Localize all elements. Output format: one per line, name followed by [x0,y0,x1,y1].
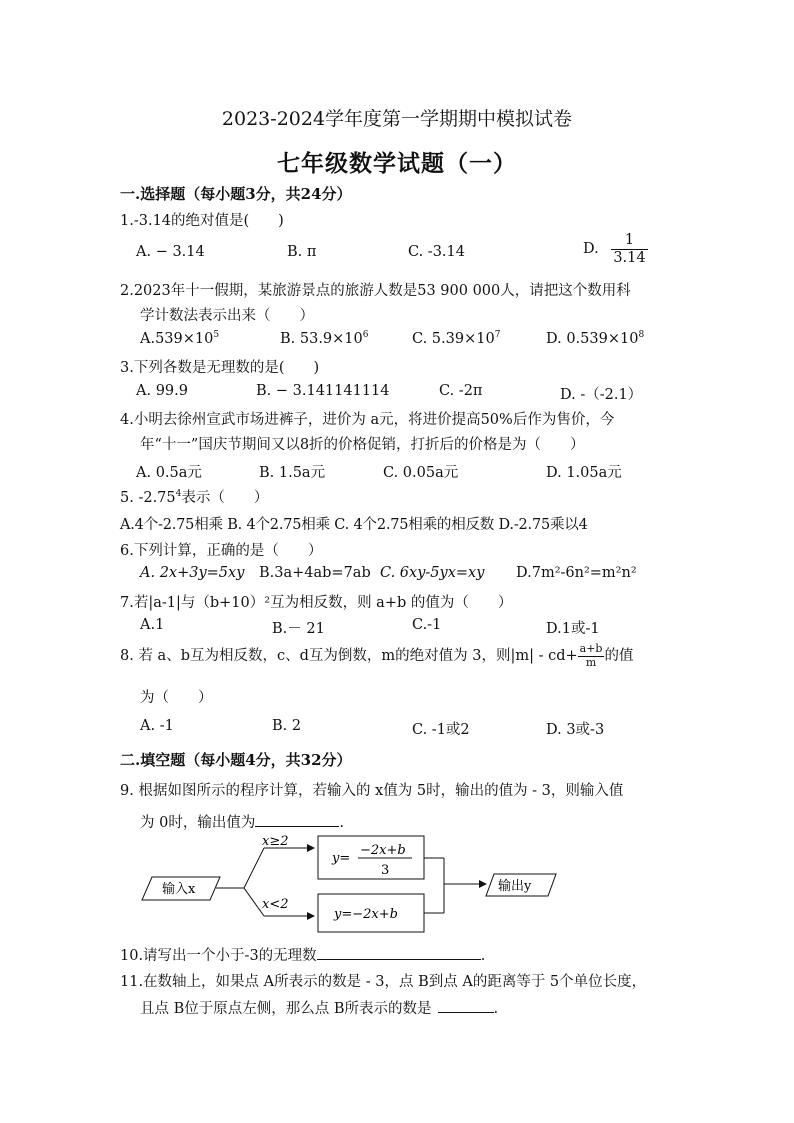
q7-option-d: D.1或-1 [546,621,600,637]
q1-option-c: C. -3.14 [408,244,465,260]
q4-option-b: B. 1.5a元 [259,465,326,481]
box-top-numerator: −2x+b [360,843,406,858]
exam-subtitle: 七年级数学试题（一） [277,150,517,177]
box-top-denominator: 3 [381,863,390,878]
condition-bottom: x<2 [262,897,289,912]
q10-stem: 10.请写出一个小于-3的无理数 . [120,944,485,965]
q8-option-d: D. 3或-3 [546,722,605,738]
q2-stem-line2: 学计数法表示出来（ ） [140,308,314,324]
q8-fraction: $\frac{a+b}{m}$ [579,642,603,669]
q5-options: A.4个-2.75相乘 B. 4个2.75相乘 C. 4个2.75相乘的相反数 D.-2.75乘以4 [120,517,588,533]
q9-line1: 9. 根据如图所示的程序计算，若输入的 x值为 5时，输出的值为 - 3，则输入值 [120,783,624,799]
q4-option-a: A. 0.5a元 [136,465,202,481]
q7-stem: 7.若|a-1|与（b+10）²互为相反数，则 a+b 的值为（ ） [120,595,513,611]
q2-option-b: B. $53.9\times 10^6$ [280,330,369,347]
q8-option-c: C. -1或2 [412,722,470,738]
q9-line2: 为 0时，输出值为 . [140,811,344,832]
branch-bottom-line [244,888,264,916]
section-2-heading: 二.填空题（每小题4分，共32分） [120,751,352,769]
q3-option-c: C. -2π [439,383,483,399]
section-1-heading: 一.选择题（每小题3分，共24分） [120,185,352,203]
q9-answer-blank[interactable] [255,812,339,827]
q6-option-b: B.3a+4ab=7ab [259,565,371,581]
output-label: 输出y [498,879,532,894]
q1-option-b: B. π [287,244,317,260]
input-label: 输入x [162,882,196,897]
q7-option-a: A.1 [140,617,165,633]
q8-stem-line2: 为（ ） [140,690,213,706]
q1-option-d-label: D. [583,241,599,258]
q7-option-c: C.-1 [412,617,442,633]
q4-stem-line1: 4.小明去徐州宣武市场进裤子，进价为 a元，将进价提高50%后作为售价，今 [120,412,615,428]
q8-stem-line1: 8. 若 a、b互为相反数，c、d互为倒数，m的绝对值为 3，则|m| - cd+ $\frac{a+b}{m}$ 的值 [120,642,634,669]
branch-top-line [244,848,264,888]
q1-option-d [583,232,648,266]
q4-option-c: C. 0.05a元 [383,465,459,481]
q3-option-b: B. − 3.141141114 [256,383,390,399]
q10-answer-blank[interactable] [317,945,481,960]
q6-option-d: D.7m²-6n²=m²n² [516,565,637,581]
q2-option-c: C. $5.39\times 10^7$ [412,330,501,347]
q1-option-a: A. − 3.14 [136,244,205,260]
box-bottom-formula: y=−2x+b [334,907,398,922]
q6-option-a: A. 2x+3y=5xy [140,565,245,581]
exam-title: 2023-2024学年度第一学期期中模拟试卷 [221,108,573,130]
q7-option-b: B.－ 21 [272,621,325,637]
q2-option-d: D. $0.539\times 10^8$ [546,330,645,347]
q1-option-d-fraction [611,232,647,266]
q8-option-b: B. 2 [272,718,302,734]
q5-stem: 5. -2.75$^4$表示（ ） [120,489,269,506]
q4-stem-line2: 年“十一”国庆节期间又以8折的价格促销，打折后的价格是为（ ） [140,437,585,453]
q6-option-c: C. 6xy-5yx=xy [380,565,485,581]
q3-option-a: A. 99.9 [136,383,188,399]
box-top-lhs: y= [332,851,351,866]
q1-d-denominator: 3.14 [613,249,646,266]
q6-stem: 6.下列计算，正确的是（ ） [120,543,323,559]
q4-option-d: D. 1.05a元 [546,465,622,481]
q3-option-d: D. -（-2.1） [560,387,643,403]
q11-line1: 11.在数轴上，如果点 A所表示的数是 - 3，点 B到点 A的距离等于 5个单位长度， [120,974,647,990]
q1-d-numerator: 1 [611,232,647,250]
q8-option-a: A. -1 [140,718,174,734]
q3-stem: 3.下列各数是无理数的是( ) [120,360,320,376]
q11-line2: 且点 B位于原点左侧，那么点 B所表示的数是 . [140,997,498,1018]
q1-stem: 1.-3.14的绝对值是( ) [120,213,284,229]
q9-flowchart [138,834,563,939]
q2-option-a: $A.539\times 10^5$ [140,330,220,347]
q2-stem-line1: 2.2023年十一假期，某旅游景点的旅游人数是53 900 000人，请把这个数用科 [120,283,631,299]
condition-top: x≥2 [262,834,289,849]
q11-answer-blank[interactable] [438,998,494,1013]
